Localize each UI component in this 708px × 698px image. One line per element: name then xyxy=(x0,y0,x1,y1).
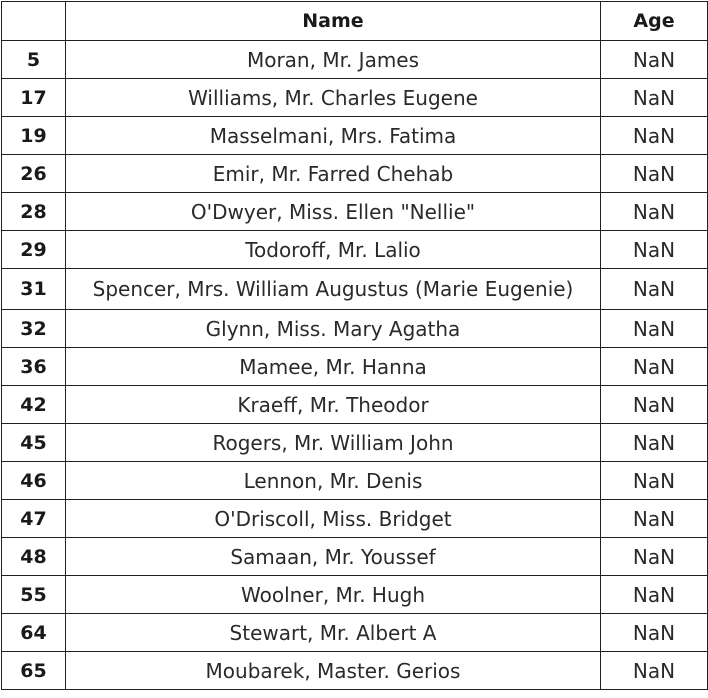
name-cell: Kraeff, Mr. Theodor xyxy=(66,386,601,424)
row-index: 46 xyxy=(2,462,66,500)
name-cell: Mamee, Mr. Hanna xyxy=(66,348,601,386)
row-index: 17 xyxy=(2,79,66,117)
table-body xyxy=(2,41,708,690)
row-index: 31 xyxy=(2,269,66,310)
table-row xyxy=(2,424,708,462)
age-cell: NaN xyxy=(601,386,708,424)
table-row xyxy=(2,462,708,500)
name-cell: Stewart, Mr. Albert A xyxy=(66,614,601,652)
age-cell: NaN xyxy=(601,424,708,462)
age-cell: NaN xyxy=(601,614,708,652)
table-row xyxy=(2,155,708,193)
name-cell: Emir, Mr. Farred Chehab xyxy=(66,155,601,193)
age-cell: NaN xyxy=(601,348,708,386)
row-index: 19 xyxy=(2,117,66,155)
table-row xyxy=(2,386,708,424)
name-cell: O'Driscoll, Miss. Bridget xyxy=(66,500,601,538)
table-row xyxy=(2,193,708,231)
table-row xyxy=(2,538,708,576)
age-cell: NaN xyxy=(601,155,708,193)
age-column-header: Age xyxy=(601,2,708,41)
name-cell: Williams, Mr. Charles Eugene xyxy=(66,79,601,117)
name-cell: Masselmani, Mrs. Fatima xyxy=(66,117,601,155)
row-index: 29 xyxy=(2,231,66,269)
name-cell: Woolner, Mr. Hugh xyxy=(66,576,601,614)
age-cell: NaN xyxy=(601,310,708,348)
age-cell: NaN xyxy=(601,462,708,500)
age-cell: NaN xyxy=(601,193,708,231)
name-cell: Moran, Mr. James xyxy=(66,41,601,79)
row-index: 5 xyxy=(2,41,66,79)
table-row xyxy=(2,79,708,117)
row-index: 45 xyxy=(2,424,66,462)
row-index: 64 xyxy=(2,614,66,652)
table-row xyxy=(2,576,708,614)
name-cell: Rogers, Mr. William John xyxy=(66,424,601,462)
row-index: 28 xyxy=(2,193,66,231)
age-cell: NaN xyxy=(601,576,708,614)
row-index: 65 xyxy=(2,652,66,690)
header-row xyxy=(2,2,708,41)
age-cell: NaN xyxy=(601,500,708,538)
row-index: 32 xyxy=(2,310,66,348)
row-index: 36 xyxy=(2,348,66,386)
age-cell: NaN xyxy=(601,538,708,576)
table-row xyxy=(2,348,708,386)
table-row xyxy=(2,500,708,538)
age-cell: NaN xyxy=(601,652,708,690)
table-row xyxy=(2,310,708,348)
name-cell: Glynn, Miss. Mary Agatha xyxy=(66,310,601,348)
table-row xyxy=(2,614,708,652)
name-cell: Samaan, Mr. Youssef xyxy=(66,538,601,576)
row-index: 48 xyxy=(2,538,66,576)
name-cell: Lennon, Mr. Denis xyxy=(66,462,601,500)
age-cell: NaN xyxy=(601,41,708,79)
table-row xyxy=(2,41,708,79)
name-cell: Todoroff, Mr. Lalio xyxy=(66,231,601,269)
name-cell: Moubarek, Master. Gerios xyxy=(66,652,601,690)
row-index: 42 xyxy=(2,386,66,424)
row-index: 47 xyxy=(2,500,66,538)
table-row xyxy=(2,269,708,310)
table-header xyxy=(2,2,708,41)
table-row xyxy=(2,652,708,690)
index-column-header xyxy=(2,2,66,41)
table-row xyxy=(2,117,708,155)
age-cell: NaN xyxy=(601,231,708,269)
name-column-header: Name xyxy=(66,2,601,41)
age-cell: NaN xyxy=(601,79,708,117)
row-index: 55 xyxy=(2,576,66,614)
data-table xyxy=(1,1,708,690)
age-cell: NaN xyxy=(601,117,708,155)
table-row xyxy=(2,231,708,269)
age-cell: NaN xyxy=(601,269,708,310)
row-index: 26 xyxy=(2,155,66,193)
name-cell: O'Dwyer, Miss. Ellen "Nellie" xyxy=(66,193,601,231)
name-cell: Spencer, Mrs. William Augustus (Marie Eugenie) xyxy=(66,269,601,310)
